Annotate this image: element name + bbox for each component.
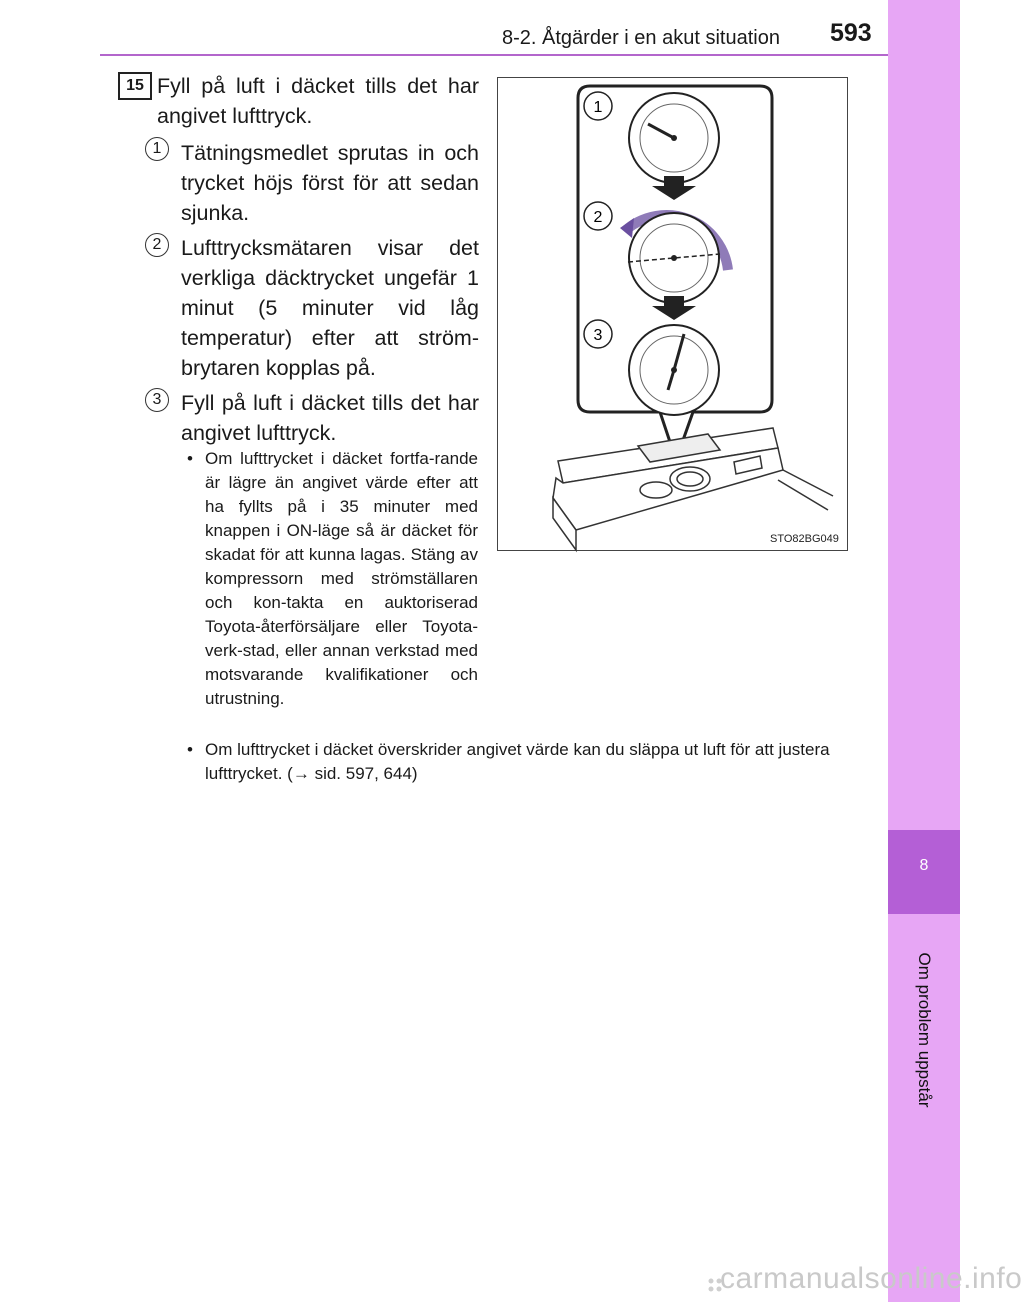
bullet-marker: • — [187, 449, 193, 468]
gauge-1-icon — [629, 93, 719, 183]
watermark: carmanualsonline.info — [720, 1262, 1022, 1295]
bullet-marker: • — [187, 740, 193, 759]
chapter-label: Om problem uppstår — [915, 952, 934, 1108]
substep-text: Fyll på luft i däcket tills det har angivet lufttryck. — [181, 391, 479, 445]
substep-text: Tätningsmedlet sprutas in och trycket höjs först för att sedan sjunka. — [181, 141, 479, 225]
substep-number: 3 — [145, 388, 169, 412]
tire-repair-kit-illustration — [498, 78, 847, 550]
callout-marker — [584, 92, 612, 120]
header-divider — [100, 54, 890, 56]
step-text: Fyll på luft i däcket tills det har angivet lufttryck. — [157, 74, 479, 128]
svg-text:3: 3 — [593, 327, 603, 344]
step-number-badge: 15 — [118, 72, 152, 100]
bullet-text: Om lufttrycket i däcket överskrider angivet värde kan du släppa ut luft för att justera lufttrycket. (→ sid. 597, 644) — [205, 740, 830, 783]
substep-text: Lufttrycksmätaren visar det verkliga däcktrycket ungefär 1 minut (5 minuter vid låg temperatur) efter att ström-brytaren kopplas på. — [181, 236, 479, 380]
section-title: 8-2. Åtgärder i en akut situation — [502, 27, 780, 49]
svg-text:1: 1 — [593, 99, 603, 116]
callout-marker — [584, 320, 612, 348]
illustration-frame — [497, 77, 848, 551]
gauge-3-icon — [629, 325, 719, 415]
substep-number: 1 — [145, 137, 169, 161]
chapter-number: 8 — [919, 857, 929, 874]
page-number: 593 — [830, 19, 872, 47]
compressor-icon — [553, 428, 833, 550]
substep-number: 2 — [145, 233, 169, 257]
bullet-text: Om lufttrycket i däcket fortfa-rande är lägre än angivet värde efter att ha fyllts på i 35 minuter med knappen i ON-läge så är däcket för skadat för att kunna lagas. Stäng av kompressorn med strömställaren och kon-takta en auktoriserad Toyota-återförsäljare eller Toyota-verk-stad, eller annan verkstad med motsvarande kvalifikationer och utrustning. — [205, 449, 478, 708]
figure-code: STO82BG049 — [770, 533, 839, 545]
callout-marker — [584, 202, 612, 230]
svg-text:2: 2 — [593, 209, 603, 226]
